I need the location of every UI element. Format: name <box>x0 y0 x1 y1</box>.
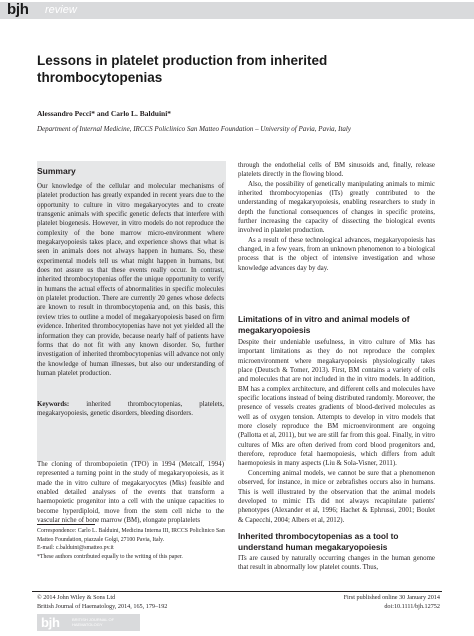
equal-contribution-note: *These authors contributed equally to the writing of this paper. <box>37 553 183 560</box>
doi-link[interactable]: doi:10.1111/bjh.12752 <box>384 602 440 610</box>
section-heading-inherited: Inherited thrombocytopenias as a tool to understand human megakaryopoiesis <box>238 531 399 552</box>
footer-logo-subtitle: BRITISH JOURNAL OF HAEMATOLOGY <box>72 617 115 627</box>
title-line-2: thrombocytopenias <box>37 70 163 85</box>
paragraph-1: through the endothelial cells of BM sinusoids and, finally, release platelets directly in the flowing blood. <box>238 162 435 179</box>
article-title <box>37 52 437 86</box>
paragraph-4: Despite their undeniable usefulness, in vitro culture of Mks has important limitations as they do not reproduce the complex microenvironment where megakaryopoiesis physiologically takes place (Deutsch & Tomer, 2013). First, BM contains a variety of cells and molecules that are not included in the in vitro models. In addition, BM has a complex architecture, and different cells and molecules have specific locations instead of being distributed randomly. Moreover, the presence of vessels creates gradients of blood-derived molecules as well as of oxygen tension. Attempts to develop in vitro models that more closely reproduce the BM microenvironment are ongoing (Pallotta et al, 2011), but we are still far from this goal. Finally, in vitro cultures of Mks are often derived from cord blood progenitors and, therefore, reproduce fetal haemopoiesis, which differs from adult haemopoiesis in many aspects (Liu & Sola-Visner, 2011). <box>238 339 435 468</box>
footer-citation <box>37 594 167 611</box>
section-label: review <box>45 4 77 16</box>
summary-text: Our knowledge of the cellular and molecular mechanisms of platelet production has greatly expanded in recent years due to the opportunity to culture in vitro megakaryocytes and to create transgenic animals with specific genetic defects that interfere with platelet biogenesis. However, in vitro models do not reproduce the complexity of the bone marrow micro-environment where megakaryopoiesis takes place, and experience shows that what is seen in animals does not always happen in humans. So, these experimental models tell us what might happen in humans, but does not assure us that these events really occur. In contrast, inherited thrombocytopenias offer the unique opportunity to verify in humans the actual effects of abnormalities in specific molecules on platelet production. There are currently 20 genes whose defects are known to result in thrombocytopenia and, on this basis, this review tries to outline a model of megakaryopoiesis based on firm evidence. Inherited thrombocytopenias have not yet yielded all the information they can provide, because nearly half of patients have forms that do not fit with any known disorder. So, further investigation of inherited thrombocytopenias will advance not only the knowledge of human illnesses, but also our understanding of human platelet production. <box>37 183 224 377</box>
footnote-divider <box>37 524 95 525</box>
keywords-text: inherited thrombocytopenias, platelets, megakaryopoiesis, genetic disorders, bleeding disorders. <box>37 401 224 418</box>
paragraph-2: Also, the possibility of genetically manipulating animals to mimic inherited thrombocytopenias (ITs) greatly contributed to the understanding of megakaryopoiesis, enabling researchers to study in depth the functional consequences of changes in specific proteins, further increasing the capacity of dissecting the biological events involved in platelet production. <box>238 180 435 235</box>
correspondence-footnote <box>37 527 229 561</box>
published-date: First published online 30 January 2014 <box>343 594 440 601</box>
intro-paragraph: The cloning of thrombopoietin (TPO) in 1994 (Metcalf, 1994) represented a turning point in the study of megakaryopoiesis, as it made the in vitro culture of megakaryocytes (Mks) feasible and enabled detailed analyses of the events that transform a haemopoietic progenitor into a cell with the unique capacities to become hyperdiploid, move from the stem cell niche to the vascular niche of bone marrow (BM), elongate proplatelets <box>37 461 224 525</box>
footer-publication <box>344 594 440 611</box>
title-line-1: Lessons in platelet production from inherited <box>37 53 328 68</box>
copyright-text: © 2014 John Wiley & Sons Ltd <box>37 594 116 601</box>
column-2-bottom <box>238 554 435 573</box>
correspondence-address: Correspondence: Carlo L. Balduini, Medicina Interna III, IRCCS Policlinico San Matteo Foundation, piazzale Golgi, 27100 Pavia, Italy. <box>37 528 225 543</box>
paragraph-6: ITs are caused by naturally occurring changes in the human genome that result in abnormally low platelet counts. Thus, <box>238 555 435 572</box>
paragraph-5: Concerning animal models, we cannot be sure that a phenomenon observed, for instance, in mice or zebrafishes occurs also in humans. This is well illustrated by the observation that the animal models developed to mimic ITs did not always recapitulate patients' phenotypes (Alexander et al, 1996; Hachet & Ephrussi, 2001; Boulet & Capecchi, 2004; Albers et al, 2012). <box>238 469 435 524</box>
footer-divider <box>32 591 442 592</box>
section-heading-limitations: Limitations of in vitro and animal models of megakaryopoiesis <box>238 314 410 335</box>
column-2-top <box>238 161 435 273</box>
column-2-middle <box>238 338 435 525</box>
journal-citation: British Journal of Haematology, 2014, 165, 179–192 <box>37 602 168 610</box>
journal-logo: bjh <box>7 1 29 18</box>
authors: Alessandro Pecci* and Carlo L. Balduini* <box>37 109 172 118</box>
keywords-label: Keywords: <box>37 401 70 408</box>
correspondence-email[interactable]: E-mail: c.balduini@smatteo.pv.it <box>37 545 114 551</box>
summary-heading: Summary <box>37 166 76 176</box>
paragraph-3: As a result of these technological advances, megakaryopoiesis has changed, in a few years, from an unknown phenomenon to a biological process that is the object of intensive investigation and whose knowledge advances day by day. <box>238 236 435 272</box>
keywords <box>37 400 224 419</box>
footer-journal-logo: bjh <box>41 615 60 630</box>
affiliation: Department of Internal Medicine, IRCCS Policlinico San Matteo Foundation – University of Pavia, Pavia, Italy <box>37 125 351 133</box>
